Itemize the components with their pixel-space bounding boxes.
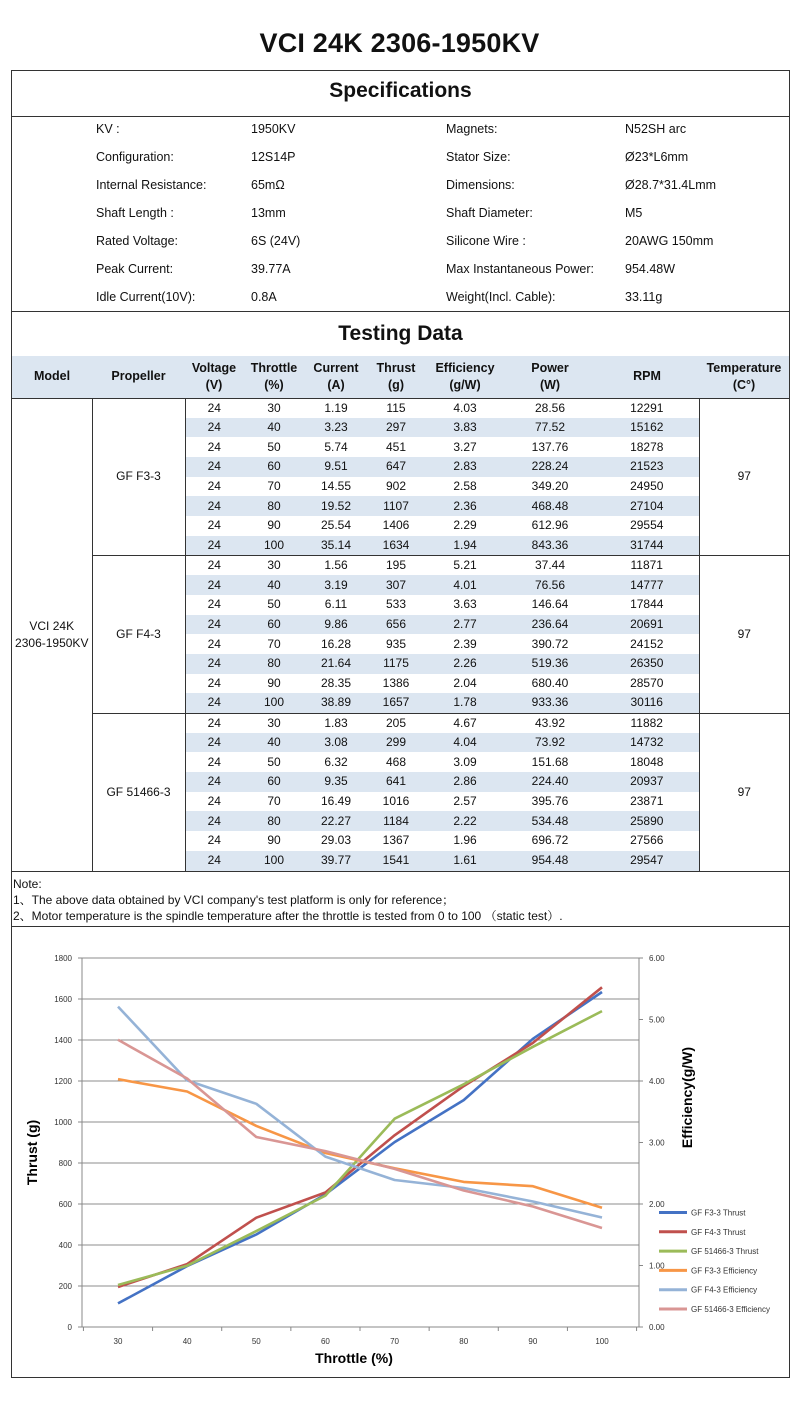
spec-label: Shaft Diameter: xyxy=(446,206,533,220)
column-header xyxy=(505,356,595,398)
data-cell: 236.64 xyxy=(505,615,595,635)
x-tick-label: 30 xyxy=(113,1337,123,1346)
x-tick-label: 80 xyxy=(459,1337,469,1346)
column-header xyxy=(699,356,789,398)
data-cell: 80 xyxy=(243,496,305,516)
data-cell: 11871 xyxy=(595,556,699,576)
legend-label: GF F3-3 Thrust xyxy=(691,1208,746,1218)
data-cell: 115 xyxy=(386,400,406,415)
column-header xyxy=(367,356,425,398)
table-row xyxy=(12,556,789,576)
data-cell: 307 xyxy=(367,575,425,595)
data-cell: 24 xyxy=(185,693,243,713)
data-cell: 299 xyxy=(367,733,425,753)
page-title: VCI 24K 2306-1950KV xyxy=(259,28,540,58)
data-cell: 902 xyxy=(385,479,407,494)
data-cell: 4.67 xyxy=(425,713,505,733)
data-cell: 24 xyxy=(185,536,243,556)
data-cell: 228.24 xyxy=(505,457,595,477)
data-cell: 24 xyxy=(185,556,243,576)
spec-value: 20AWG 150mm xyxy=(625,234,714,248)
data-cell: 24 xyxy=(207,479,221,494)
data-cell: 90 xyxy=(267,833,281,848)
data-cell: 1541 xyxy=(367,851,425,871)
data-cell: 1175 xyxy=(367,654,425,674)
y2-tick-label: 1.00 xyxy=(649,1261,665,1271)
spec-label: Rated Voltage: xyxy=(96,234,179,248)
data-cell: 100 xyxy=(243,536,305,556)
data-cell: 24 xyxy=(207,518,221,533)
column-header-label: Power xyxy=(531,360,569,375)
data-cell: 4.03 xyxy=(453,400,477,415)
data-cell: 24 xyxy=(207,754,221,769)
column-header xyxy=(12,356,92,398)
spec-label: Dimensions: xyxy=(446,178,515,192)
data-cell: 80 xyxy=(243,654,305,674)
series-line xyxy=(118,1079,602,1208)
spec-label: Configuration: xyxy=(96,150,174,164)
data-cell: 50 xyxy=(267,597,281,612)
spec-value: 6S (24V) xyxy=(251,234,301,248)
column-header xyxy=(243,356,305,398)
data-cell: 18048 xyxy=(630,754,664,769)
legend-label: GF F4-3 Thrust xyxy=(691,1227,746,1237)
legend-label: GF F4-3 Efficiency xyxy=(691,1285,758,1295)
y2-tick-label: 0.00 xyxy=(649,1323,665,1332)
data-cell: 24 xyxy=(207,400,221,415)
data-cell: 2.26 xyxy=(425,654,505,674)
y-tick-label: 600 xyxy=(58,1200,72,1209)
data-cell: 73.92 xyxy=(505,733,595,753)
data-cell: 60 xyxy=(243,615,305,635)
spec-value: 954.48W xyxy=(625,262,676,276)
spec-row xyxy=(12,171,789,199)
data-cell: 2.77 xyxy=(425,615,505,635)
column-header xyxy=(425,356,505,398)
spec-row xyxy=(12,143,789,171)
y2-tick-label: 5.00 xyxy=(649,1015,665,1025)
data-cell: 1.94 xyxy=(425,536,505,556)
data-cell: 4.01 xyxy=(425,575,505,595)
data-cell: 2.86 xyxy=(425,772,505,792)
data-cell: 100 xyxy=(243,851,305,871)
data-cell: 24152 xyxy=(630,636,664,651)
spec-value: M5 xyxy=(625,206,643,220)
data-cell: 533 xyxy=(385,597,407,612)
data-cell: 29554 xyxy=(630,518,664,533)
data-cell: 25890 xyxy=(595,811,699,831)
y2-tick-label: 2.00 xyxy=(649,1200,665,1209)
data-cell: 1386 xyxy=(382,675,410,690)
data-cell: 40 xyxy=(243,418,305,438)
data-cell: 29547 xyxy=(595,851,699,871)
y-tick-label: 1200 xyxy=(54,1077,72,1086)
data-cell: 80 xyxy=(243,811,305,831)
model-cell xyxy=(12,398,92,871)
spec-label: Stator Size: xyxy=(446,150,511,164)
series-line xyxy=(118,992,602,1303)
spec-label: Peak Current: xyxy=(96,262,174,276)
data-cell: 2.57 xyxy=(453,794,477,809)
y-tick-label: 200 xyxy=(58,1282,72,1291)
data-cell: 30 xyxy=(243,713,305,733)
data-cell: 14732 xyxy=(595,733,699,753)
data-cell: 37.44 xyxy=(505,556,595,576)
spec-row xyxy=(12,199,789,227)
y-axis-label: Thrust (g) xyxy=(24,1119,40,1186)
data-cell: 24 xyxy=(207,794,221,809)
data-cell: 4.04 xyxy=(425,733,505,753)
data-cell: 17844 xyxy=(630,597,664,612)
data-cell: 1184 xyxy=(367,811,425,831)
x-tick-label: 40 xyxy=(182,1337,192,1346)
data-cell: 30116 xyxy=(595,693,699,713)
testing-data-table xyxy=(12,356,789,871)
data-cell: 2.83 xyxy=(425,457,505,477)
data-cell: 297 xyxy=(367,418,425,438)
specifications-heading: Specifications xyxy=(329,79,472,102)
data-cell: 954.48 xyxy=(505,851,595,871)
data-cell: 3.83 xyxy=(425,418,505,438)
data-cell: 680.40 xyxy=(531,675,569,690)
data-cell: 38.89 xyxy=(305,693,367,713)
spec-row xyxy=(12,283,789,311)
divider xyxy=(12,926,789,927)
table-row xyxy=(12,398,789,418)
data-cell: 395.76 xyxy=(531,794,569,809)
data-cell: 468.48 xyxy=(505,496,595,516)
spec-label: KV : xyxy=(96,122,120,136)
spec-value: 12S14P xyxy=(251,150,296,164)
data-cell: 24 xyxy=(185,457,243,477)
data-cell: 24 xyxy=(207,636,221,651)
spec-value: Ø28.7*31.4Lmm xyxy=(625,178,717,192)
y-tick-label: 1000 xyxy=(54,1118,72,1127)
column-header-label: Throttle xyxy=(250,360,298,375)
data-cell: 24 xyxy=(207,597,221,612)
data-cell: 31744 xyxy=(595,536,699,556)
column-header-unit: (V) xyxy=(205,377,223,392)
model-name-line-2: 2306-1950KV xyxy=(15,635,89,650)
data-cell: 27104 xyxy=(595,496,699,516)
spec-label: Internal Resistance: xyxy=(96,178,207,192)
data-cell: 24 xyxy=(207,833,221,848)
data-cell: 3.27 xyxy=(453,439,477,454)
data-cell: 1016 xyxy=(382,794,410,809)
data-cell: 70 xyxy=(267,636,281,651)
data-cell: 24 xyxy=(185,575,243,595)
data-cell: 21.64 xyxy=(305,654,367,674)
divider xyxy=(12,871,789,872)
series-line xyxy=(118,1011,602,1285)
data-cell: 1.96 xyxy=(453,833,477,848)
data-cell: 26350 xyxy=(595,654,699,674)
data-cell: 12291 xyxy=(630,400,664,415)
x-tick-label: 60 xyxy=(320,1337,330,1346)
data-cell: 24 xyxy=(185,496,243,516)
testing-data-heading: Testing Data xyxy=(338,322,463,345)
data-cell: 70 xyxy=(267,794,281,809)
data-cell: 2.39 xyxy=(453,636,477,651)
column-header xyxy=(185,356,243,398)
data-cell: 696.72 xyxy=(531,833,569,848)
data-cell: 90 xyxy=(267,518,281,533)
data-cell: 23871 xyxy=(630,794,664,809)
legend-label: GF 51466-3 Thrust xyxy=(691,1247,759,1257)
spec-label: Silicone Wire : xyxy=(446,234,526,248)
data-cell: 15162 xyxy=(595,418,699,438)
data-cell: 2.04 xyxy=(453,675,477,690)
data-cell: 28570 xyxy=(630,675,664,690)
data-cell: 151.68 xyxy=(531,754,569,769)
propeller-cell: GF F4-3 xyxy=(92,556,185,714)
column-header-label: Propeller xyxy=(111,369,166,384)
column-header-unit: (%) xyxy=(264,377,284,392)
chart-svg xyxy=(12,928,789,1378)
data-cell: 451 xyxy=(385,439,407,454)
data-cell: 24 xyxy=(185,772,243,792)
data-cell: 5.21 xyxy=(425,556,505,576)
data-cell: 24 xyxy=(185,811,243,831)
legend-label: GF 51466-3 Efficiency xyxy=(691,1305,771,1314)
column-header-label: Temperature xyxy=(706,360,782,375)
data-cell: 24950 xyxy=(630,479,664,494)
y-tick-label: 1400 xyxy=(54,1036,72,1045)
chart-legend xyxy=(659,1209,770,1315)
temperature-cell: 97 xyxy=(699,398,789,556)
data-cell: 195 xyxy=(367,556,425,576)
data-cell: 19.52 xyxy=(305,496,367,516)
column-header xyxy=(595,356,699,398)
data-cell: 1.56 xyxy=(305,556,367,576)
divider xyxy=(12,311,789,312)
data-cell: 39.77 xyxy=(305,851,367,871)
spec-label: Magnets: xyxy=(446,122,498,136)
notes-label: Note: xyxy=(13,877,42,891)
data-cell: 9.86 xyxy=(305,615,367,635)
spec-label: Idle Current(10V): xyxy=(96,290,196,304)
y2-axis-label: Efficiency(g/W) xyxy=(679,1046,695,1149)
data-cell: 76.56 xyxy=(505,575,595,595)
column-header-label: Voltage xyxy=(191,360,237,375)
x-tick-label: 50 xyxy=(251,1337,261,1346)
column-header xyxy=(92,356,185,398)
data-cell: 70 xyxy=(267,479,281,494)
data-cell: 205 xyxy=(367,713,425,733)
data-cell: 50 xyxy=(267,754,281,769)
data-cell: 30 xyxy=(267,400,281,415)
data-cell: 1107 xyxy=(367,496,425,516)
legend-label: GF F3-3 Efficiency xyxy=(691,1266,758,1276)
data-cell: 1367 xyxy=(382,833,410,848)
propeller-cell: GF F3-3 xyxy=(92,398,185,556)
data-cell: 60 xyxy=(243,772,305,792)
data-cell: 16.28 xyxy=(320,636,352,651)
data-cell: 90 xyxy=(267,675,281,690)
data-cell: 1634 xyxy=(367,536,425,556)
note-line-2: 2、Motor temperature is the spindle temperature after the throttle is tested from 0 to 100 （static test）. xyxy=(13,909,563,923)
data-cell: 24 xyxy=(185,851,243,871)
y2-tick-label: 4.00 xyxy=(649,1077,665,1086)
spec-label: Weight(Incl. Cable): xyxy=(446,290,556,304)
x-tick-label: 90 xyxy=(528,1337,538,1346)
data-cell: 24 xyxy=(185,418,243,438)
spec-value: 1950KV xyxy=(251,122,296,136)
spec-value: 33.11g xyxy=(625,290,663,304)
table-row xyxy=(12,713,789,733)
spec-label: Shaft Length : xyxy=(96,206,174,220)
data-cell: 390.72 xyxy=(531,636,569,651)
column-header-unit: (g) xyxy=(388,377,404,392)
data-cell: 224.40 xyxy=(505,772,595,792)
data-cell: 1.83 xyxy=(305,713,367,733)
spec-row xyxy=(12,255,789,283)
data-cell: 24 xyxy=(207,675,221,690)
data-cell: 2.58 xyxy=(453,479,477,494)
spec-value: 13mm xyxy=(251,206,286,220)
data-cell: 16.49 xyxy=(320,794,352,809)
data-cell: 20937 xyxy=(595,772,699,792)
data-cell: 40 xyxy=(243,575,305,595)
data-cell: 1.19 xyxy=(324,400,348,415)
data-cell: 11882 xyxy=(595,713,699,733)
data-cell: 25.54 xyxy=(320,518,352,533)
y-tick-label: 1800 xyxy=(54,954,72,963)
data-cell: 5.74 xyxy=(324,439,348,454)
data-cell: 519.36 xyxy=(505,654,595,674)
data-cell: 3.23 xyxy=(305,418,367,438)
column-header-label: Thrust xyxy=(376,360,416,375)
chart-lines xyxy=(118,987,602,1303)
data-cell: 146.64 xyxy=(531,597,569,612)
data-cell: 647 xyxy=(367,457,425,477)
thrust-efficiency-chart xyxy=(12,928,789,1378)
x-tick-label: 70 xyxy=(390,1337,400,1346)
column-header-unit: (W) xyxy=(539,377,561,392)
data-cell: 2.22 xyxy=(425,811,505,831)
data-cell: 28.56 xyxy=(534,400,566,415)
y2-tick-label: 3.00 xyxy=(649,1138,665,1148)
data-cell: 35.14 xyxy=(305,536,367,556)
data-cell: 29.03 xyxy=(320,833,352,848)
column-header-unit: (g/W) xyxy=(449,377,481,392)
data-cell: 24 xyxy=(185,713,243,733)
column-header-label: RPM xyxy=(633,369,661,384)
data-cell: 27566 xyxy=(630,833,664,848)
y-tick-label: 0 xyxy=(67,1323,72,1332)
data-cell: 6.32 xyxy=(324,754,348,769)
data-cell: 6.11 xyxy=(324,597,348,612)
note-line-1: 1、The above data obtained by VCI company's test platform is only for reference； xyxy=(13,893,455,907)
notes xyxy=(13,876,783,924)
spec-label: Max Instantaneous Power: xyxy=(446,262,594,276)
data-cell: 933.36 xyxy=(505,693,595,713)
data-cell: 28.35 xyxy=(320,675,352,690)
data-cell: 22.27 xyxy=(305,811,367,831)
column-header-label: Model xyxy=(33,369,71,384)
y2-tick-label: 6.00 xyxy=(649,954,665,963)
data-cell: 40 xyxy=(243,733,305,753)
spec-row xyxy=(12,227,789,255)
data-cell: 14.55 xyxy=(320,479,352,494)
data-cell: 612.96 xyxy=(531,518,569,533)
column-header xyxy=(305,356,367,398)
data-cell: 137.76 xyxy=(531,439,569,454)
data-cell: 43.92 xyxy=(505,713,595,733)
data-cell: 3.63 xyxy=(453,597,477,612)
column-header-label: Current xyxy=(313,360,359,375)
data-cell: 100 xyxy=(243,693,305,713)
data-cell: 843.36 xyxy=(505,536,595,556)
data-cell: 935 xyxy=(385,636,407,651)
data-cell: 1657 xyxy=(367,693,425,713)
data-cell: 2.36 xyxy=(425,496,505,516)
data-cell: 60 xyxy=(243,457,305,477)
x-tick-label: 100 xyxy=(595,1337,609,1346)
spec-value: N52SH arc xyxy=(625,122,687,136)
y-tick-label: 1600 xyxy=(54,995,72,1004)
data-cell: 24 xyxy=(185,733,243,753)
data-cell: 534.48 xyxy=(505,811,595,831)
data-cell: 2.29 xyxy=(453,518,477,533)
data-cell: 9.51 xyxy=(305,457,367,477)
spec-value: 39.77A xyxy=(251,262,291,276)
model-name-line-1: VCI 24K xyxy=(29,618,75,633)
data-cell: 349.20 xyxy=(531,479,569,494)
data-cell: 3.19 xyxy=(305,575,367,595)
spec-value: 65mΩ xyxy=(251,178,285,192)
data-cell: 9.35 xyxy=(305,772,367,792)
data-cell: 1.78 xyxy=(425,693,505,713)
y-tick-label: 400 xyxy=(58,1241,72,1250)
data-cell: 1406 xyxy=(382,518,410,533)
data-cell: 14777 xyxy=(595,575,699,595)
data-cell: 24 xyxy=(207,439,221,454)
data-cell: 1.61 xyxy=(425,851,505,871)
table-header-row xyxy=(12,356,789,398)
data-cell: 3.08 xyxy=(305,733,367,753)
spec-row xyxy=(12,115,789,143)
data-cell: 21523 xyxy=(595,457,699,477)
propeller-cell: GF 51466-3 xyxy=(92,713,185,871)
data-cell: 656 xyxy=(367,615,425,635)
data-cell: 50 xyxy=(267,439,281,454)
data-cell: 641 xyxy=(367,772,425,792)
datasheet-frame xyxy=(11,70,790,1378)
column-header-label: Efficiency xyxy=(435,360,495,375)
column-header-unit: (C°) xyxy=(732,377,756,392)
data-cell: 24 xyxy=(185,615,243,635)
temperature-cell: 97 xyxy=(699,713,789,871)
spec-value: 0.8A xyxy=(251,290,277,304)
data-cell: 20691 xyxy=(595,615,699,635)
column-header-unit: (A) xyxy=(327,377,345,392)
x-axis-label: Throttle (%) xyxy=(315,1350,393,1366)
data-cell: 18278 xyxy=(630,439,664,454)
data-cell: 77.52 xyxy=(505,418,595,438)
data-cell: 468 xyxy=(385,754,407,769)
data-cell: 3.09 xyxy=(453,754,477,769)
data-cell: 30 xyxy=(243,556,305,576)
temperature-cell: 97 xyxy=(699,556,789,714)
data-cell: 24 xyxy=(185,654,243,674)
spec-value: Ø23*L6mm xyxy=(625,150,689,164)
y-tick-label: 800 xyxy=(58,1159,72,1168)
series-line xyxy=(118,987,602,1287)
